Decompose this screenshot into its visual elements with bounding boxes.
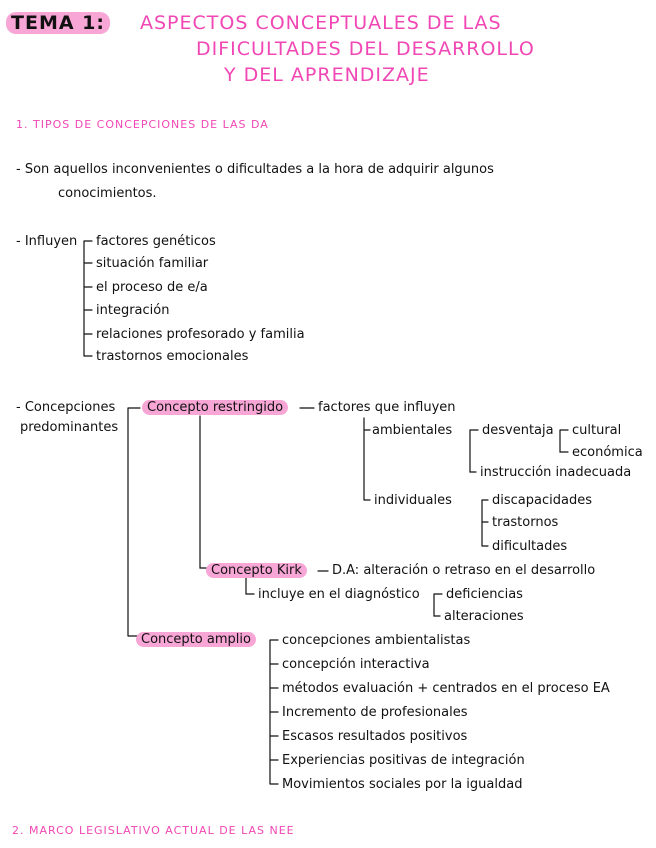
alteraciones-label: alteraciones	[444, 609, 524, 624]
individuales-label: individuales	[374, 493, 452, 508]
amplio-item: métodos evaluación + centrados en el proceso EA	[282, 681, 610, 696]
influyen-item: relaciones profesorado y familia	[96, 327, 305, 342]
definition-line-1: - Son aquellos inconvenientes o dificultades a la hora de adquirir algunos	[16, 162, 494, 177]
influyen-item: trastornos emocionales	[96, 349, 249, 364]
economica-label: económica	[572, 445, 643, 460]
amplio-item: concepciones ambientalistas	[282, 633, 471, 648]
kirk-definition: D.A: alteración o retraso en el desarrollo	[332, 563, 596, 578]
individuales-item: discapacidades	[492, 493, 592, 508]
factores-label: factores que influyen	[318, 400, 456, 415]
influyen-item: el proceso de e/a	[96, 280, 208, 295]
amplio-item: Incremento de profesionales	[282, 705, 468, 720]
individuales-item: dificultades	[492, 539, 568, 554]
influyen-item: factores genéticos	[96, 234, 216, 249]
concepto-kirk: Concepto Kirk	[206, 563, 307, 579]
section-2-heading: 2. MARCO LEGISLATIVO ACTUAL DE LAS NEE	[12, 824, 295, 837]
influyen-item: integración	[96, 303, 170, 318]
title-line-1: ASPECTOS CONCEPTUALES DE LAS	[140, 12, 502, 34]
influyen-label: - Influyen	[16, 234, 78, 249]
instruccion-label: instrucción inadecuada	[480, 465, 632, 480]
concepciones-label-2: predominantes	[20, 420, 119, 435]
amplio-item: Movimientos sociales por la igualdad	[282, 777, 523, 792]
amplio-item: Escasos resultados positivos	[282, 729, 468, 744]
tema-label: TEMA 1:	[6, 12, 110, 34]
deficiencias-label: deficiencias	[446, 587, 523, 602]
influyen-item: situación familiar	[96, 256, 209, 271]
cultural-label: cultural	[572, 423, 622, 438]
amplio-item: concepción interactiva	[282, 657, 430, 672]
kirk-incluye: incluye en el diagnóstico	[258, 587, 420, 602]
section-1-heading: 1. TIPOS DE CONCEPCIONES DE LAS DA	[16, 118, 269, 131]
definition-line-2: conocimientos.	[58, 186, 157, 201]
title-line-2: DIFICULTADES DEL DESARROLLO	[196, 38, 535, 60]
individuales-item: trastornos	[492, 515, 559, 530]
title-line-3: Y DEL APRENDIZAJE	[224, 64, 430, 86]
concepto-restringido: Concepto restringido	[142, 400, 288, 416]
amplio-item: Experiencias positivas de integración	[282, 753, 525, 768]
desventaja-label: desventaja	[482, 423, 554, 438]
concepto-amplio: Concepto amplio	[136, 632, 256, 648]
ambientales-label: ambientales	[372, 423, 453, 438]
concepciones-label: - Concepciones	[16, 400, 116, 415]
